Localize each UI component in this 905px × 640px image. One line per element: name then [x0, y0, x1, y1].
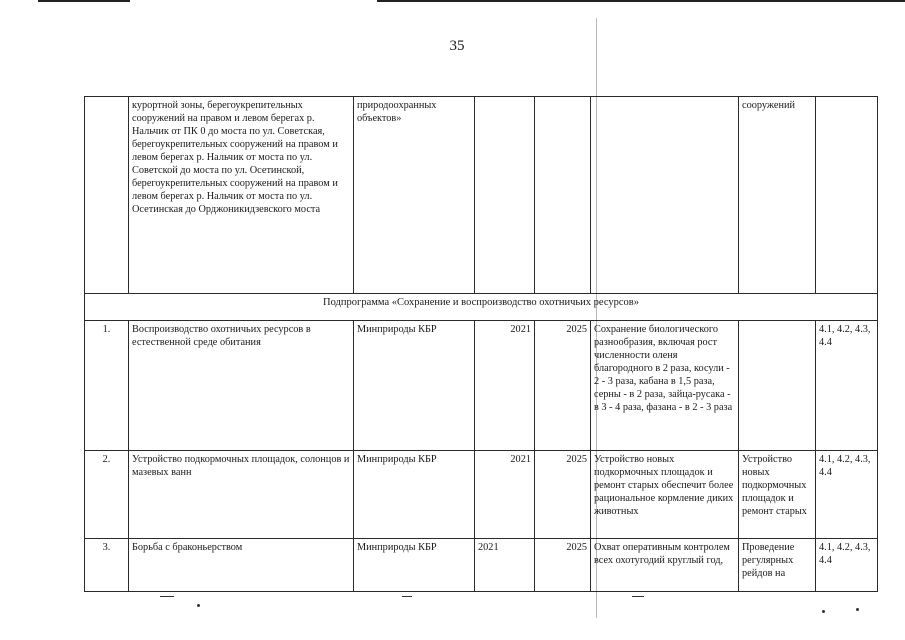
cell-executor: Минприроды КБР [354, 539, 475, 592]
table-row [85, 539, 878, 592]
table-row-section [85, 294, 878, 321]
cell-start: 2021 [475, 451, 535, 539]
cell-consequence: сооружений [739, 97, 816, 294]
cell-executor: природоохранных объектов» [354, 97, 475, 294]
scan-dot [856, 608, 859, 611]
cell-no: 2. [85, 451, 129, 539]
cell-end: 2025 [535, 321, 591, 451]
cell-name: Воспроизводство охотничьих ресурсов в естественной среде обитания [129, 321, 354, 451]
cell-no: 3. [85, 539, 129, 592]
cell-links [816, 97, 878, 294]
cell-name: Устройство подкормочных площадок, солонцов и мазевых ванн [129, 451, 354, 539]
scan-artifact-line [596, 18, 597, 618]
cell-links: 4.1, 4.2, 4.3, 4.4 [816, 451, 878, 539]
cell-links: 4.1, 4.2, 4.3, 4.4 [816, 321, 878, 451]
measures-table [84, 96, 878, 592]
cell-start [475, 97, 535, 294]
cell-result: Охват оперативным контролем всех охотугодий круглый год, [591, 539, 739, 592]
cell-name: Борьба с браконьерством [129, 539, 354, 592]
cell-consequence: Проведение регулярных рейдов на [739, 539, 816, 592]
cell-consequence: Устройство новых подкормочных площадок и ремонт старых [739, 451, 816, 539]
cell-links: 4.1, 4.2, 4.3, 4.4 [816, 539, 878, 592]
cell-executor: Минприроды КБР [354, 321, 475, 451]
cell-name: курортной зоны, берегоукрепительных сооружений на правом и левом берегах р. Нальчик от ПК 0 до моста по ул. Советская, берегоукрепительных сооружений на правом и левом берегах р. Нальчик от моста по ул. Советской до моста по ул. Осетинской, берегоукрепительных сооружений на правом и левом берегах р. Нальчик от моста по ул. Осетинская до Орджоникидзевского моста [129, 97, 354, 294]
cell-no: 1. [85, 321, 129, 451]
page-number: 35 [449, 38, 465, 54]
scan-marks [0, 592, 905, 640]
cell-end: 2025 [535, 539, 591, 592]
cell-no [85, 97, 129, 294]
cell-result: Сохранение биологического разнообразия, включая рост численности оленя благородного в 2 раза, косули - 2 - 3 раза, кабана в 1,5 раза, серны - в 2 раза, зайца-русака - в 3 - 4 раза, фазана - в 2 - 3 раза [591, 321, 739, 451]
cell-executor: Минприроды КБР [354, 451, 475, 539]
header-rule-left [38, 0, 130, 2]
scan-mark [632, 596, 644, 597]
cell-end [535, 97, 591, 294]
scan-dot [197, 604, 200, 607]
scan-mark [402, 596, 412, 597]
table-row [85, 451, 878, 539]
cell-consequence [739, 321, 816, 451]
scan-mark [160, 596, 174, 597]
table-row [85, 321, 878, 451]
cell-end: 2025 [535, 451, 591, 539]
scan-dot [822, 610, 825, 613]
section-title: Подпрограмма «Сохранение и воспроизводство охотничьих ресурсов» [85, 294, 878, 321]
cell-result: Устройство новых подкормочных площадок и ремонт старых обеспечит более рациональное кормление диких животных [591, 451, 739, 539]
cell-start: 2021 [475, 539, 535, 592]
table-row-continuation [85, 97, 878, 294]
cell-result [591, 97, 739, 294]
header-rule-right [377, 0, 905, 2]
cell-start: 2021 [475, 321, 535, 451]
